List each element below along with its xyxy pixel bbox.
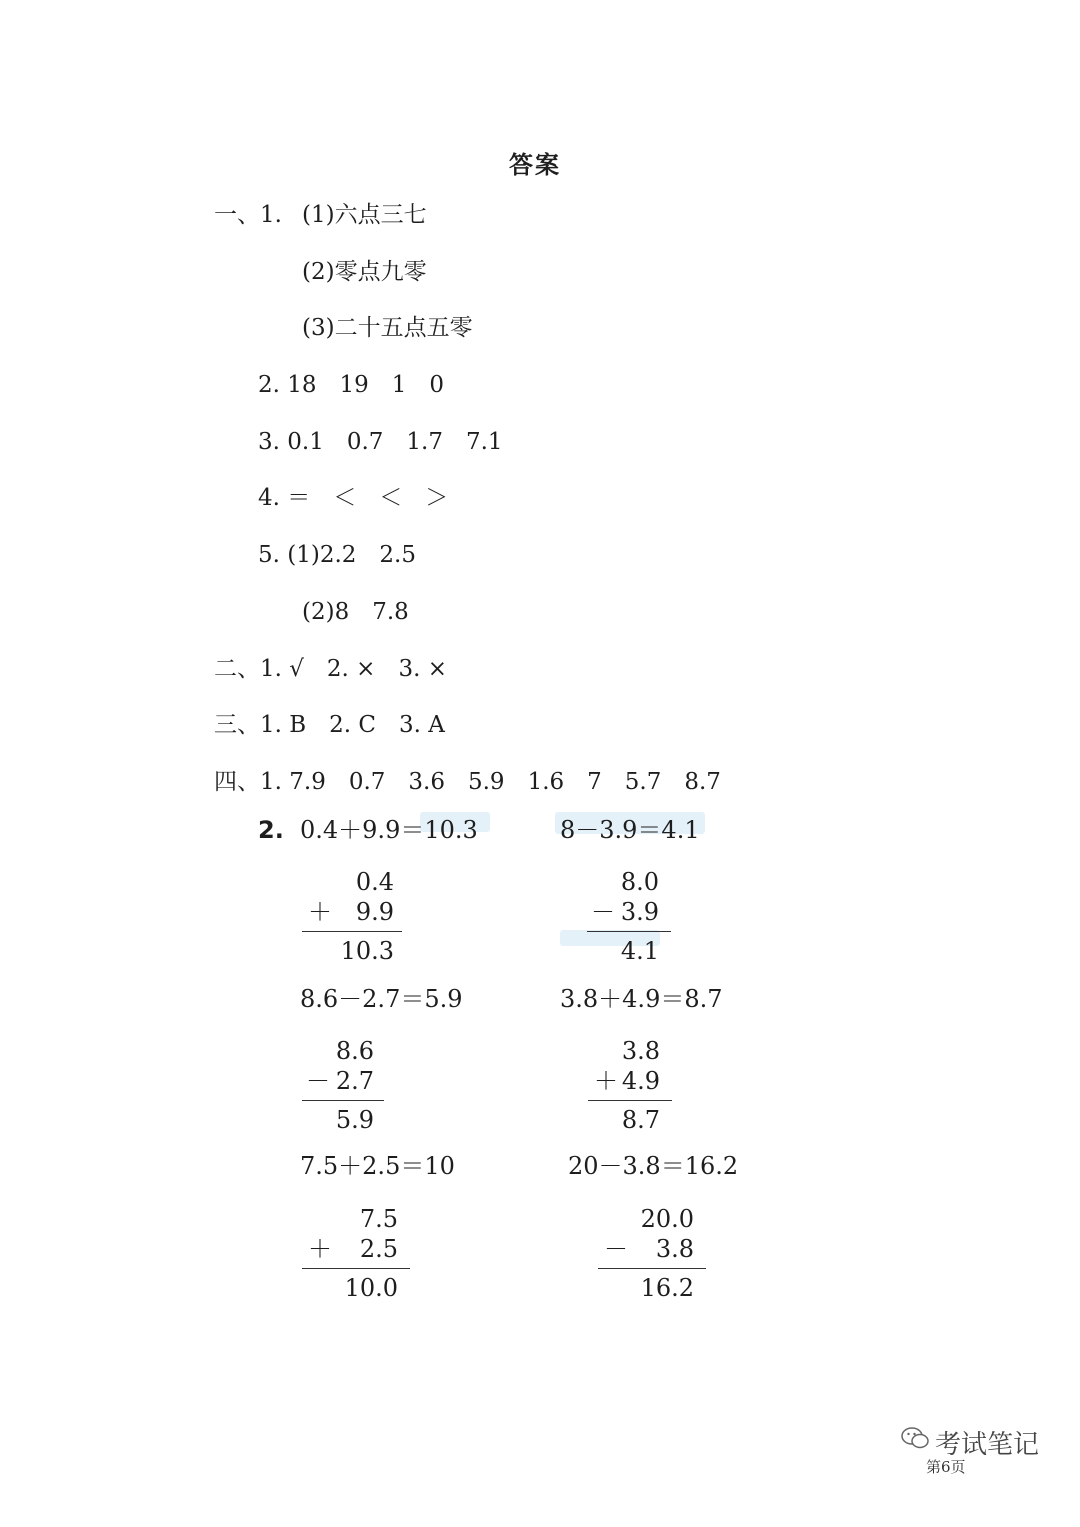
answer-1-2: 2. 18 19 1 0 xyxy=(258,372,445,398)
calc-top: 8.0 xyxy=(620,868,659,896)
calc-result: 8.7 xyxy=(621,1106,660,1134)
calc-operator: － xyxy=(604,1235,628,1263)
vertical-calculation xyxy=(302,1204,410,1303)
calc-result: 16.2 xyxy=(640,1274,694,1302)
calc-operator: － xyxy=(306,1067,330,1095)
vertical-calculation xyxy=(302,1036,384,1135)
calc-top: 3.8 xyxy=(621,1037,660,1065)
calc-rule xyxy=(587,931,671,932)
calc-result: 10.3 xyxy=(340,937,394,965)
page-number: 第6页 xyxy=(926,1458,966,1476)
calc-rule xyxy=(302,1100,384,1101)
vertical-calculation xyxy=(588,1036,672,1135)
calc-result: 4.1 xyxy=(620,937,659,965)
vertical-calculation xyxy=(302,867,402,966)
answer-1-5-1: 5. (1)2.2 2.5 xyxy=(258,542,416,568)
answer-1-1-3: (3)二十五点五零 xyxy=(302,315,473,341)
equation: 8.6－2.7＝5.9 xyxy=(300,985,463,1013)
calc-operator: ＋ xyxy=(308,1235,332,1263)
answer-1-1-2: (2)零点九零 xyxy=(302,259,427,285)
calc-rule xyxy=(302,1268,410,1269)
calc-bottom: 3.9 xyxy=(620,898,659,926)
section2-answers: 二、1. √ 2. × 3. × xyxy=(214,656,447,682)
calc-rule xyxy=(302,931,402,932)
calc-bottom: 4.9 xyxy=(621,1067,660,1095)
equation: 8－3.9＝4.1 xyxy=(560,816,700,844)
equation: 3.8＋4.9＝8.7 xyxy=(560,985,723,1013)
calc-top: 7.5 xyxy=(359,1205,398,1233)
section1-prefix: 一、1. xyxy=(214,202,282,228)
equation: 7.5＋2.5＝10 xyxy=(300,1152,455,1180)
calc-rule xyxy=(598,1268,706,1269)
page-title: 答案 xyxy=(509,151,561,179)
vertical-calculation xyxy=(587,867,671,966)
vertical-calculation xyxy=(598,1204,706,1303)
answer-1-3: 3. 0.1 0.7 1.7 7.1 xyxy=(258,429,503,455)
calc-result: 5.9 xyxy=(335,1106,374,1134)
answer-1-4: 4. ＝ ＜ ＜ ＞ xyxy=(258,485,449,511)
watermark-text: 考试笔记 xyxy=(935,1430,1040,1460)
answer-1-5-2: (2)8 7.8 xyxy=(302,599,409,625)
section3-answers: 三、1. B 2. C 3. A xyxy=(214,712,445,738)
calc-bottom: 3.8 xyxy=(655,1235,694,1263)
calc-bottom: 2.5 xyxy=(359,1235,398,1263)
wechat-icon xyxy=(900,1425,930,1455)
section4-line1: 四、1. 7.9 0.7 3.6 5.9 1.6 7 5.7 8.7 xyxy=(214,769,721,795)
calc-result: 10.0 xyxy=(344,1274,398,1302)
calc-top: 0.4 xyxy=(355,868,394,896)
calc-top: 8.6 xyxy=(335,1037,374,1065)
calc-operator: － xyxy=(591,898,615,926)
calc-top: 20.0 xyxy=(640,1205,694,1233)
calc-operator: ＋ xyxy=(594,1067,618,1095)
equation: 20－3.8＝16.2 xyxy=(568,1152,739,1180)
calc-rule xyxy=(588,1100,672,1101)
section4-q2-number: 2. xyxy=(258,816,284,844)
calc-bottom: 2.7 xyxy=(335,1067,374,1095)
calc-bottom: 9.9 xyxy=(355,898,394,926)
equation: 0.4＋9.9＝10.3 xyxy=(300,816,478,844)
answer-1-1-1: (1)六点三七 xyxy=(302,202,427,228)
calc-operator: ＋ xyxy=(308,898,332,926)
